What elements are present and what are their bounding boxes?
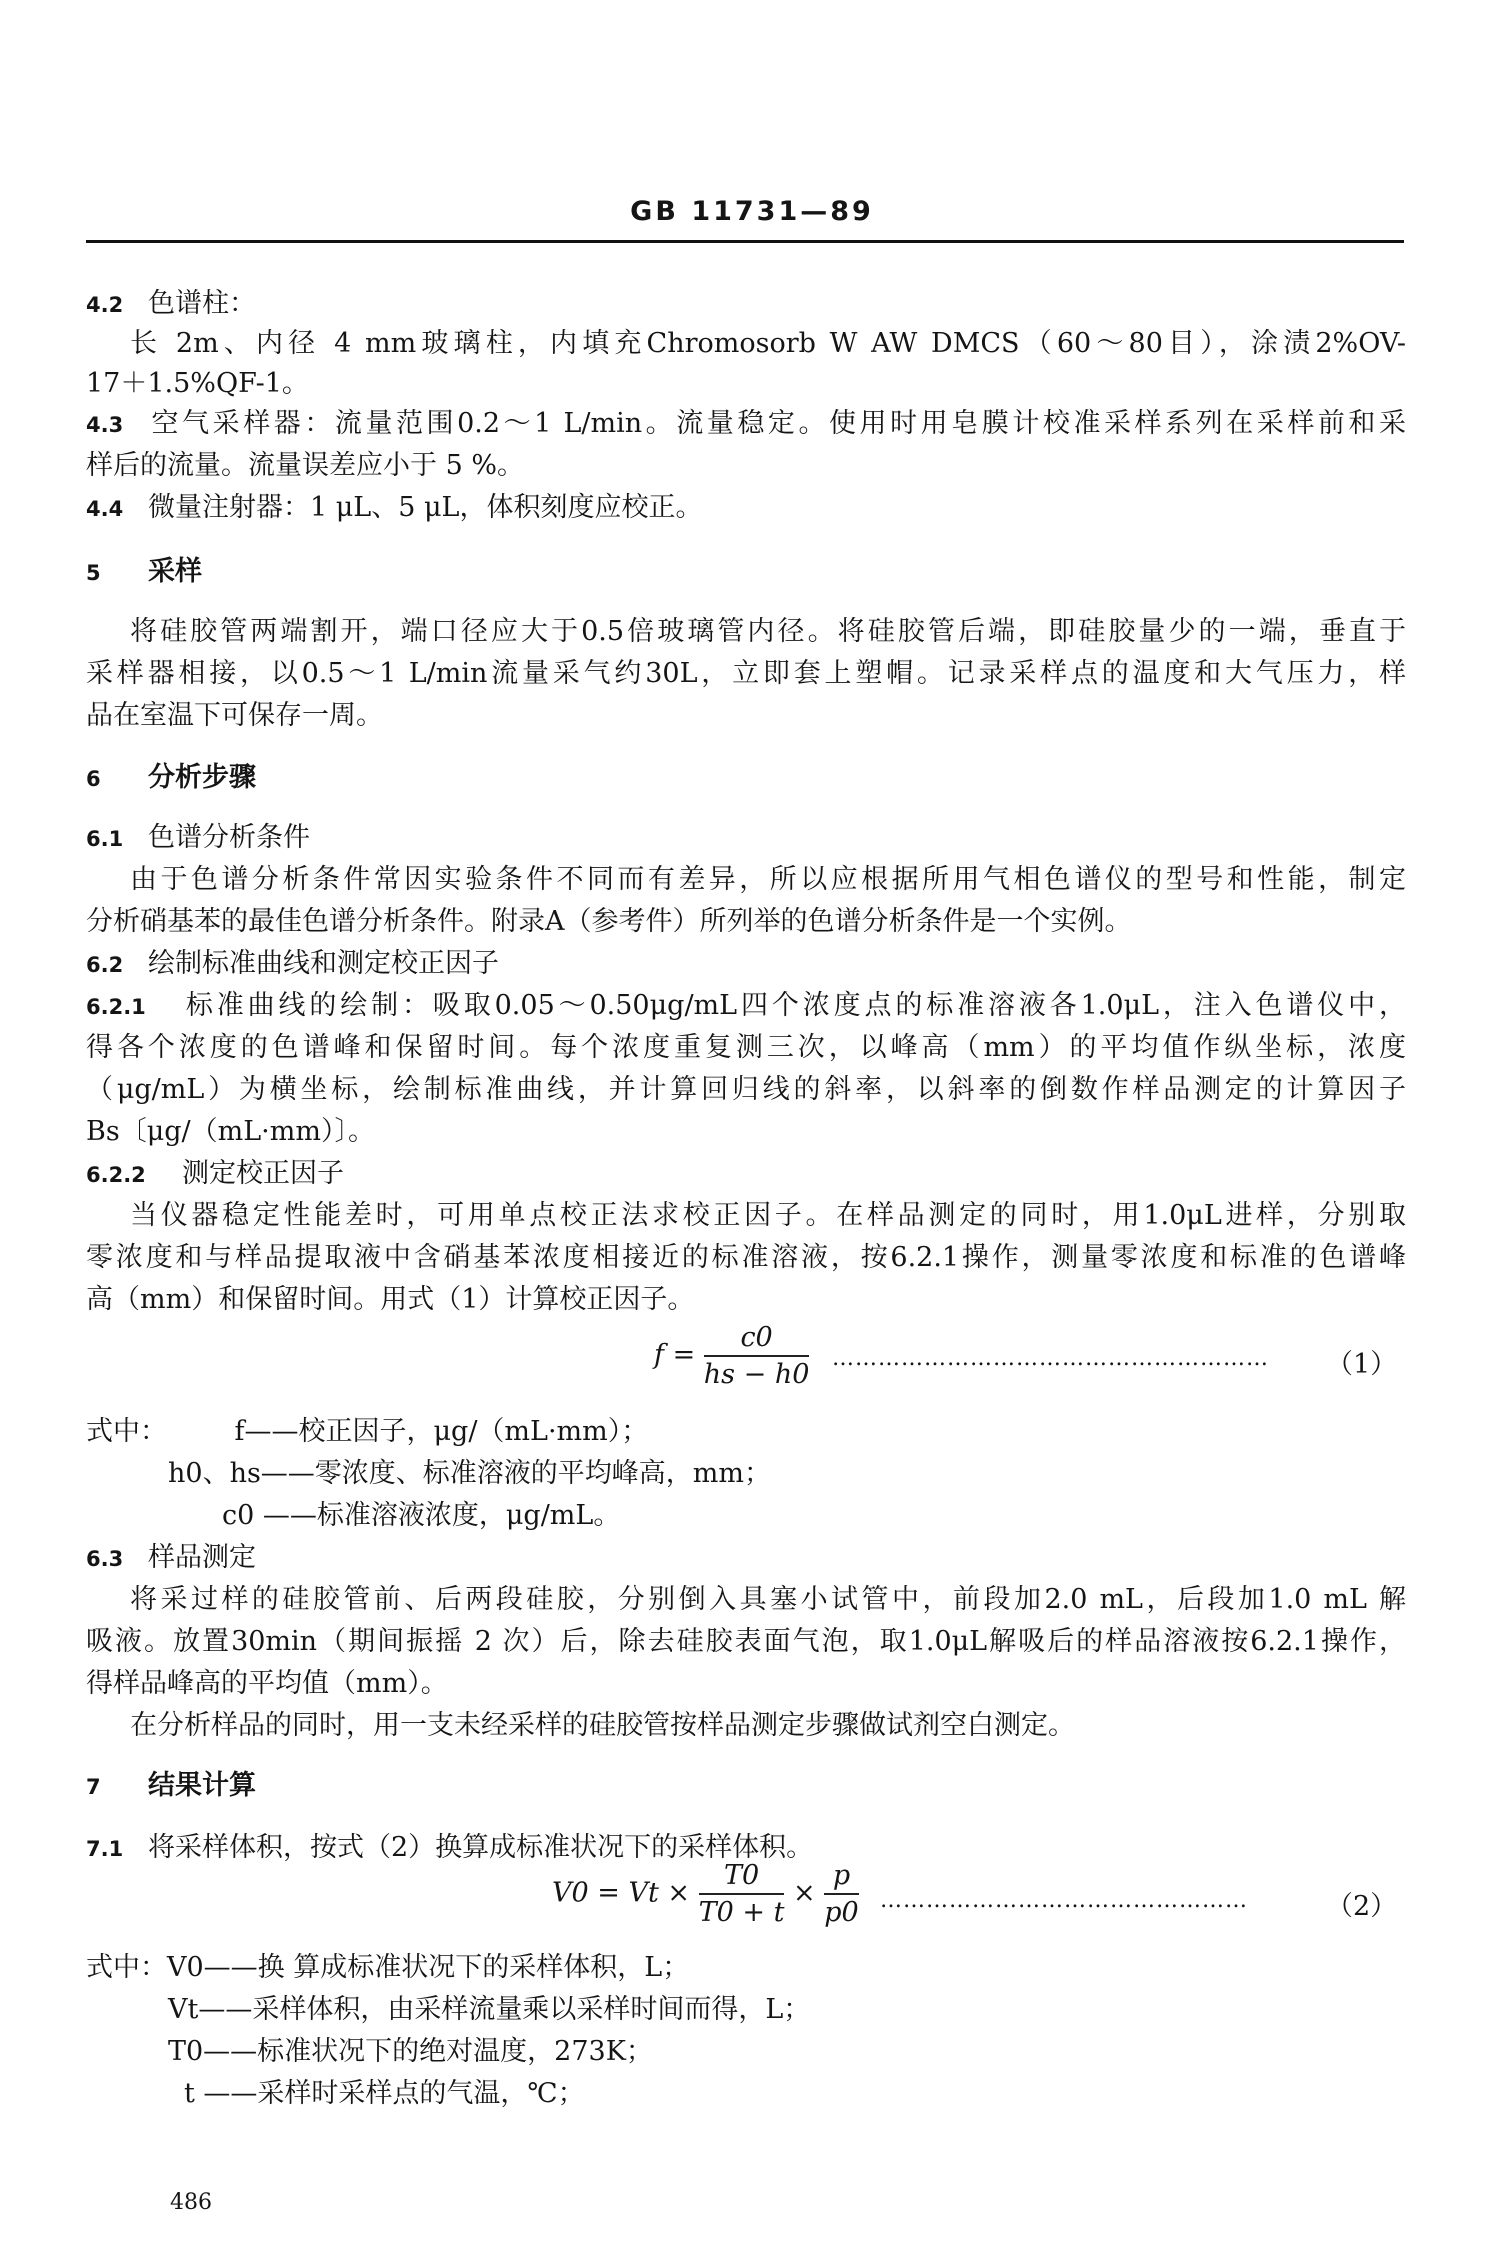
section-6-3: 6.3 样品测定 bbox=[86, 1542, 256, 1573]
equation-number-1: （1） bbox=[1326, 1349, 1398, 1380]
para-line: 得样品峰高的平均值（mm）。 bbox=[86, 1668, 448, 1699]
para-line: 长 2m、内径 4 mm玻璃柱，内填充Chromosorb W AW DMCS（60～80目），涂渍2%OV- bbox=[130, 328, 1406, 359]
section-6-heading: 6 分析步骤 bbox=[86, 762, 256, 793]
para-line: 吸液。放置30min（期间振摇 2 次）后，除去硅胶表面气泡，取1.0μL解吸后的样品溶液按6.2.1操作， bbox=[86, 1626, 1406, 1657]
formula-2-denominator-1: T0 + t bbox=[698, 1897, 785, 1928]
formula-1-numerator: c0 bbox=[704, 1322, 810, 1357]
section-4-2: 4.2 色谱柱： bbox=[86, 288, 256, 319]
para-line: 将硅胶管两端割开，端口径应大于0.5倍玻璃管内径。将硅胶管后端，即硅胶量少的一端，垂直于 bbox=[130, 616, 1406, 647]
where-line: T0——标准状况下的绝对温度，273K； bbox=[168, 2036, 653, 2067]
para-line: 采样器相接，以0.5～1 L/min流量采气约30L，立即套上塑帽。记录采样点的温度和大气压力，样 bbox=[86, 658, 1406, 689]
where-line: c0 ——标准溶液浓度，μg/mL。 bbox=[222, 1500, 621, 1531]
para-line: 将采过样的硅胶管前、后两段硅胶，分别倒入具塞小试管中，前段加2.0 mL，后段加1.0 mL 解 bbox=[130, 1584, 1406, 1615]
formula-2-leader: ………………………………………… bbox=[880, 1888, 1248, 1913]
para-line: （μg/mL）为横坐标，绘制标准曲线，并计算回归线的斜率，以斜率的倒数作样品测定的计算因子 bbox=[86, 1074, 1406, 1105]
section-6-2-1: 6.2.1 标准曲线的绘制：吸取0.05～0.50μg/mL四个浓度点的标准溶液各1.0μL，注入色谱仪中， bbox=[86, 990, 1406, 1021]
formula-2-numerator-1: T0 bbox=[699, 1860, 785, 1895]
where-line: 式中： f——校正因子，μg/（mL·mm）； bbox=[86, 1416, 649, 1447]
para-line: 当仪器稳定性能差时，可用单点校正法求校正因子。在样品测定的同时，用1.0μL进样，分别取 bbox=[130, 1200, 1406, 1231]
where-line: t ——采样时采样点的气温，℃； bbox=[184, 2078, 585, 2109]
section-6-1: 6.1 色谱分析条件 bbox=[86, 822, 310, 853]
para-line: 高（mm）和保留时间。用式（1）计算校正因子。 bbox=[86, 1284, 695, 1315]
where-line: 式中：V0——换 算成标准状况下的采样体积，L； bbox=[86, 1952, 690, 1983]
equation-number-2: （2） bbox=[1326, 1891, 1398, 1922]
formula-1-denominator: hs − h0 bbox=[703, 1359, 810, 1390]
formula-2: V0 = Vt × $\frac{T0}{T0 + t}$ × $\frac{p}{p0}$ bbox=[552, 1860, 859, 1928]
where-line: Vt——采样体积，由采样流量乘以采样时间而得，L； bbox=[168, 1994, 811, 2025]
section-7-1: 7.1 将采样体积，按式（2）换算成标准状况下的采样体积。 bbox=[86, 1832, 814, 1863]
section-4-4: 4.4 微量注射器：1 μL、5 μL，体积刻度应校正。 bbox=[86, 492, 703, 523]
section-4-3: 4.3 空气采样器：流量范围0.2～1 L/min。流量稳定。使用时用皂膜计校准采样系列在采样前和采 bbox=[86, 408, 1406, 439]
para-line: 分析硝基苯的最佳色谱分析条件。附录A（参考件）所列举的色谱分析条件是一个实例。 bbox=[86, 906, 1132, 937]
para-line: 17＋1.5%QF-1。 bbox=[86, 368, 309, 399]
page-number: 486 bbox=[170, 2190, 212, 2215]
section-7-heading: 7 结果计算 bbox=[86, 1770, 256, 1801]
para-line: 在分析样品的同时，用一支未经采样的硅胶管按样品测定步骤做试剂空白测定。 bbox=[130, 1710, 1075, 1741]
para-line: 样后的流量。流量误差应小于 5 %。 bbox=[86, 450, 524, 481]
formula-1: f = $\frac{c0}{hs - h0}$ bbox=[654, 1322, 810, 1390]
standard-header: GB 11731—89 bbox=[630, 196, 874, 227]
section-6-2: 6.2 绘制标准曲线和测定校正因子 bbox=[86, 948, 499, 979]
header-rule bbox=[86, 240, 1404, 243]
where-line: h0、hs——零浓度、标准溶液的平均峰高，mm； bbox=[168, 1458, 772, 1489]
para-line: 得各个浓度的色谱峰和保留时间。每个浓度重复测三次，以峰高（mm）的平均值作纵坐标，浓度 bbox=[86, 1032, 1407, 1063]
formula-2-denominator-2: p0 bbox=[824, 1897, 859, 1928]
section-6-2-2: 6.2.2 测定校正因子 bbox=[86, 1158, 344, 1189]
para-line: 品在室温下可保存一周。 bbox=[86, 700, 383, 731]
para-line: Bs〔μg/（mL·mm）〕。 bbox=[86, 1116, 375, 1147]
formula-1-leader: ………………………………………………… bbox=[832, 1346, 1269, 1371]
formula-2-numerator-2: p bbox=[824, 1860, 858, 1895]
para-line: 由于色谱分析条件常因实验条件不同而有差异，所以应根据所用气相色谱仪的型号和性能，制定 bbox=[130, 864, 1406, 895]
para-line: 零浓度和与样品提取液中含硝基苯浓度相接近的标准溶液，按6.2.1操作，测量零浓度和标准的色谱峰 bbox=[86, 1242, 1406, 1273]
section-5-heading: 5 采样 bbox=[86, 556, 202, 587]
